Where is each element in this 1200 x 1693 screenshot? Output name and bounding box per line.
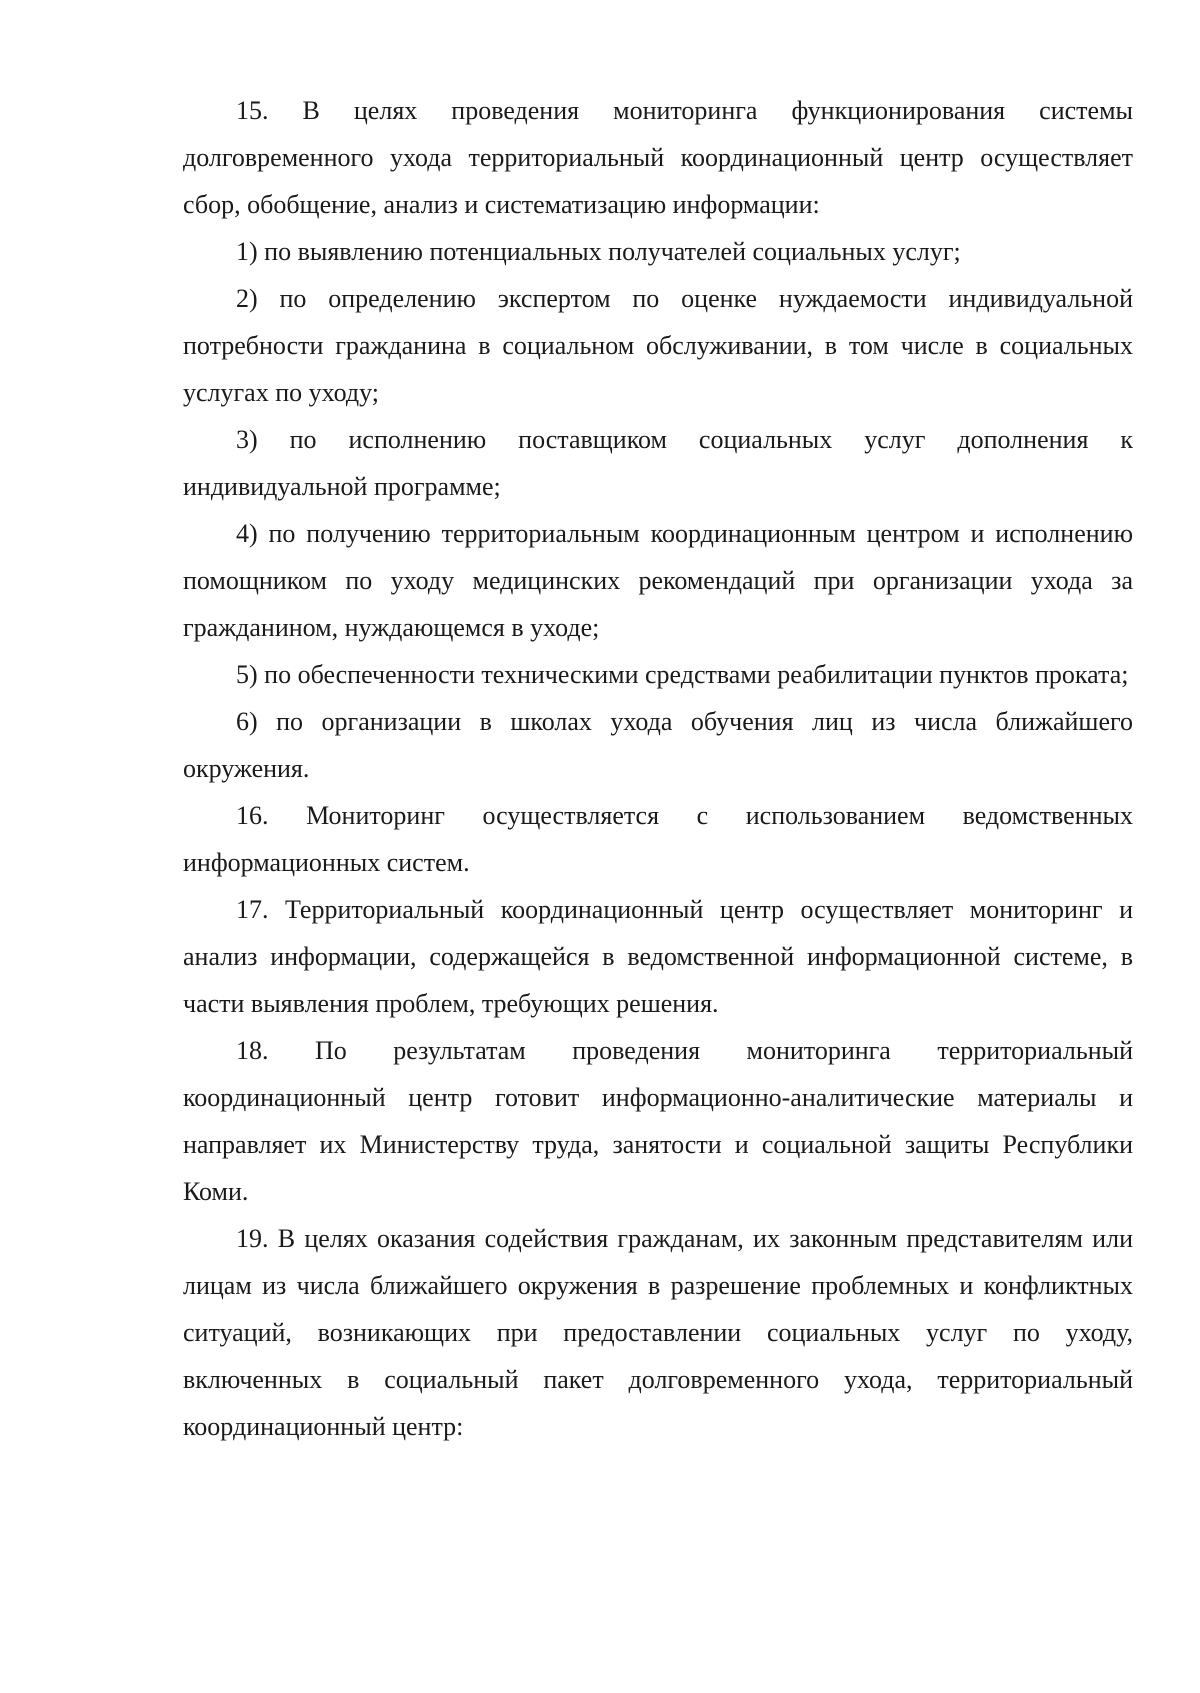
paragraph-15-item-2: 2) по определению экспертом по оценке нуждаемости индивидуальной потребности гражданина в социальном обслуживании, в том числе в социальных услугах по уходу; (183, 284, 1133, 407)
paragraph-15-item-3: 3) по исполнению поставщиком социальных услуг дополнения к индивидуальной программе; (183, 425, 1133, 501)
paragraph-15-item-5: 5) по обеспеченности техническими средствами реабилитации пунктов проката; (236, 660, 1129, 689)
paragraph-16: 16. Мониторинг осуществляется с использованием ведомственных информационных систем. (183, 801, 1133, 877)
paragraph-18: 18. По результатам проведения мониторинга территориальный координационный центр готовит информационно-аналитические материалы и направляет их Министерству труда, занятости и социальной защиты Республики Коми. (183, 1036, 1133, 1206)
paragraph-17: 17. Территориальный координационный центр осуществляет мониторинг и анализ информации, содержащейся в ведомственной информационной системе, в части выявления проблем, требующих решения. (183, 895, 1133, 1018)
document-body (183, 87, 1133, 1450)
paragraph-15-item-1: 1) по выявлению потенциальных получателей социальных услуг; (236, 237, 961, 266)
paragraph-15: 15. В целях проведения мониторинга функционирования системы долговременного ухода территориальный координационный центр осуществляет сбор, обобщение, анализ и систематизацию информации: (183, 96, 1133, 219)
paragraph-19: 19. В целях оказания содействия гражданам, их законным представителям или лицам из числа ближайшего окружения в разрешение проблемных и конфликтных ситуаций, возникающих при предоставлении социальных услуг по уходу, включенных в социальный пакет долговременного ухода, территориальный координационный центр: (183, 1224, 1133, 1441)
paragraph-15-item-4: 4) по получению территориальным координационным центром и исполнению помощником по уходу медицинских рекомендаций при организации ухода за гражданином, нуждающемся в уходе; (183, 519, 1133, 642)
paragraph-15-item-6: 6) по организации в школах ухода обучения лиц из числа ближайшего окружения. (183, 707, 1133, 783)
